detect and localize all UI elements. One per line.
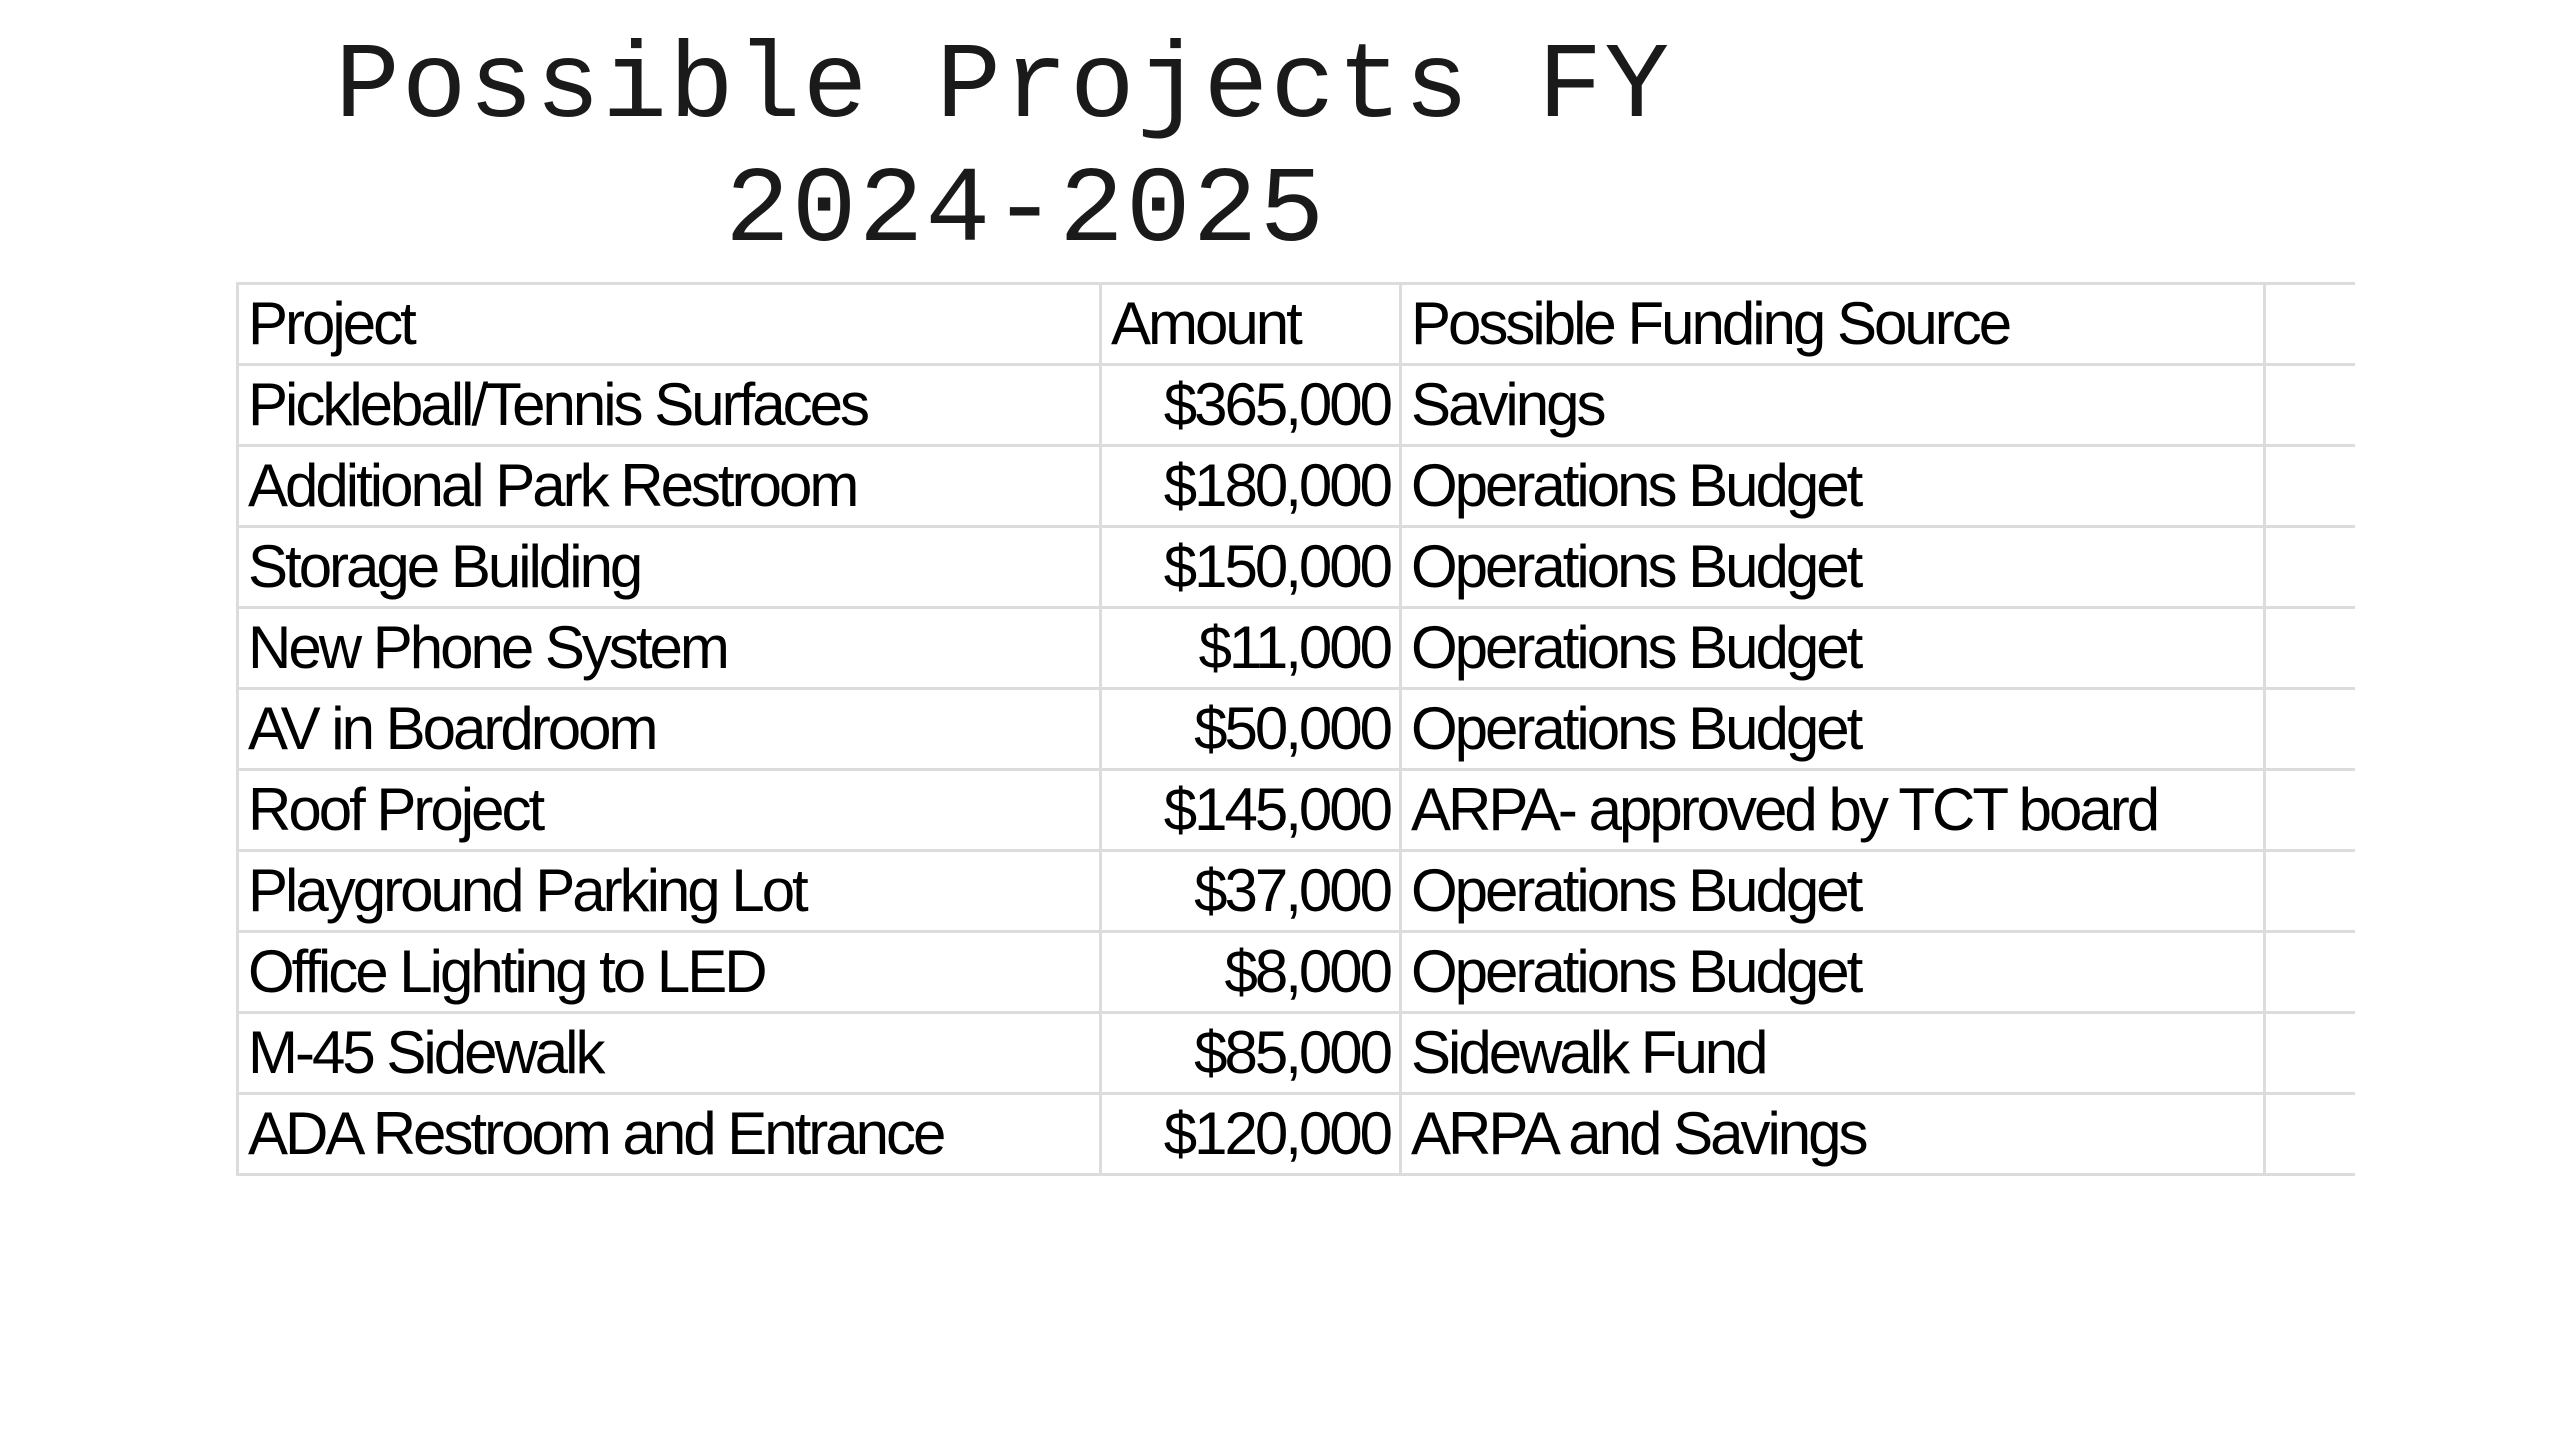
amount-cell[interactable]: $11,000 (1101, 608, 1401, 689)
funding-source-cell[interactable]: Operations Budget (1401, 689, 2265, 770)
amount-cell[interactable]: $50,000 (1101, 689, 1401, 770)
project-cell[interactable]: AV in Boardroom (238, 689, 1101, 770)
amount-cell[interactable]: $85,000 (1101, 1013, 1401, 1094)
amount-cell[interactable]: $120,000 (1101, 1094, 1401, 1175)
header-amount[interactable]: Amount (1101, 284, 1401, 365)
funding-source-cell[interactable]: Operations Budget (1401, 851, 2265, 932)
empty-cell[interactable] (2265, 689, 2355, 770)
page-title (235, 26, 1885, 274)
project-cell[interactable]: Additional Park Restroom (238, 446, 1101, 527)
amount-cell[interactable]: $37,000 (1101, 851, 1401, 932)
funding-source-cell[interactable]: Sidewalk Fund (1401, 1013, 2265, 1094)
empty-cell[interactable] (2265, 1013, 2355, 1094)
header-funding-source[interactable]: Possible Funding Source (1401, 284, 2265, 365)
table-row (238, 608, 2355, 689)
amount-cell[interactable]: $150,000 (1101, 527, 1401, 608)
table-row (238, 932, 2355, 1013)
page-title-line-1: Possible Projects FY (335, 27, 1672, 149)
projects-table (236, 282, 2355, 1176)
project-cell[interactable]: Storage Building (238, 527, 1101, 608)
table-row (238, 365, 2355, 446)
table-row (238, 851, 2355, 932)
empty-cell[interactable] (2265, 608, 2355, 689)
funding-source-cell[interactable]: Operations Budget (1401, 932, 2265, 1013)
funding-source-cell[interactable]: Operations Budget (1401, 446, 2265, 527)
funding-source-cell[interactable]: Operations Budget (1401, 608, 2265, 689)
empty-cell[interactable] (2265, 365, 2355, 446)
empty-cell[interactable] (2265, 1094, 2355, 1175)
table-row (238, 770, 2355, 851)
table-row (238, 446, 2355, 527)
empty-cell[interactable] (2265, 851, 2355, 932)
amount-cell[interactable]: $180,000 (1101, 446, 1401, 527)
empty-cell[interactable] (2265, 770, 2355, 851)
project-cell[interactable]: Office Lighting to LED (238, 932, 1101, 1013)
project-cell[interactable]: ADA Restroom and Entrance (238, 1094, 1101, 1175)
funding-source-cell[interactable]: ARPA and Savings (1401, 1094, 2265, 1175)
funding-source-cell[interactable]: Savings (1401, 365, 2265, 446)
empty-cell[interactable] (2265, 932, 2355, 1013)
page-title-line-2: 2024-2025 (725, 151, 1327, 273)
project-cell[interactable]: New Phone System (238, 608, 1101, 689)
table-row (238, 527, 2355, 608)
table-header-row (238, 284, 2355, 365)
project-cell[interactable]: Pickleball/Tennis Surfaces (238, 365, 1101, 446)
amount-cell[interactable]: $145,000 (1101, 770, 1401, 851)
funding-source-cell[interactable]: Operations Budget (1401, 527, 2265, 608)
empty-cell[interactable] (2265, 284, 2355, 365)
table-row (238, 1094, 2355, 1175)
amount-cell[interactable]: $365,000 (1101, 365, 1401, 446)
project-cell[interactable]: Playground Parking Lot (238, 851, 1101, 932)
project-cell[interactable]: M-45 Sidewalk (238, 1013, 1101, 1094)
header-project[interactable]: Project (238, 284, 1101, 365)
amount-cell[interactable]: $8,000 (1101, 932, 1401, 1013)
empty-cell[interactable] (2265, 446, 2355, 527)
funding-source-cell[interactable]: ARPA- approved by TCT board (1401, 770, 2265, 851)
empty-cell[interactable] (2265, 527, 2355, 608)
table-row (238, 689, 2355, 770)
project-cell[interactable]: Roof Project (238, 770, 1101, 851)
table-row (238, 1013, 2355, 1094)
